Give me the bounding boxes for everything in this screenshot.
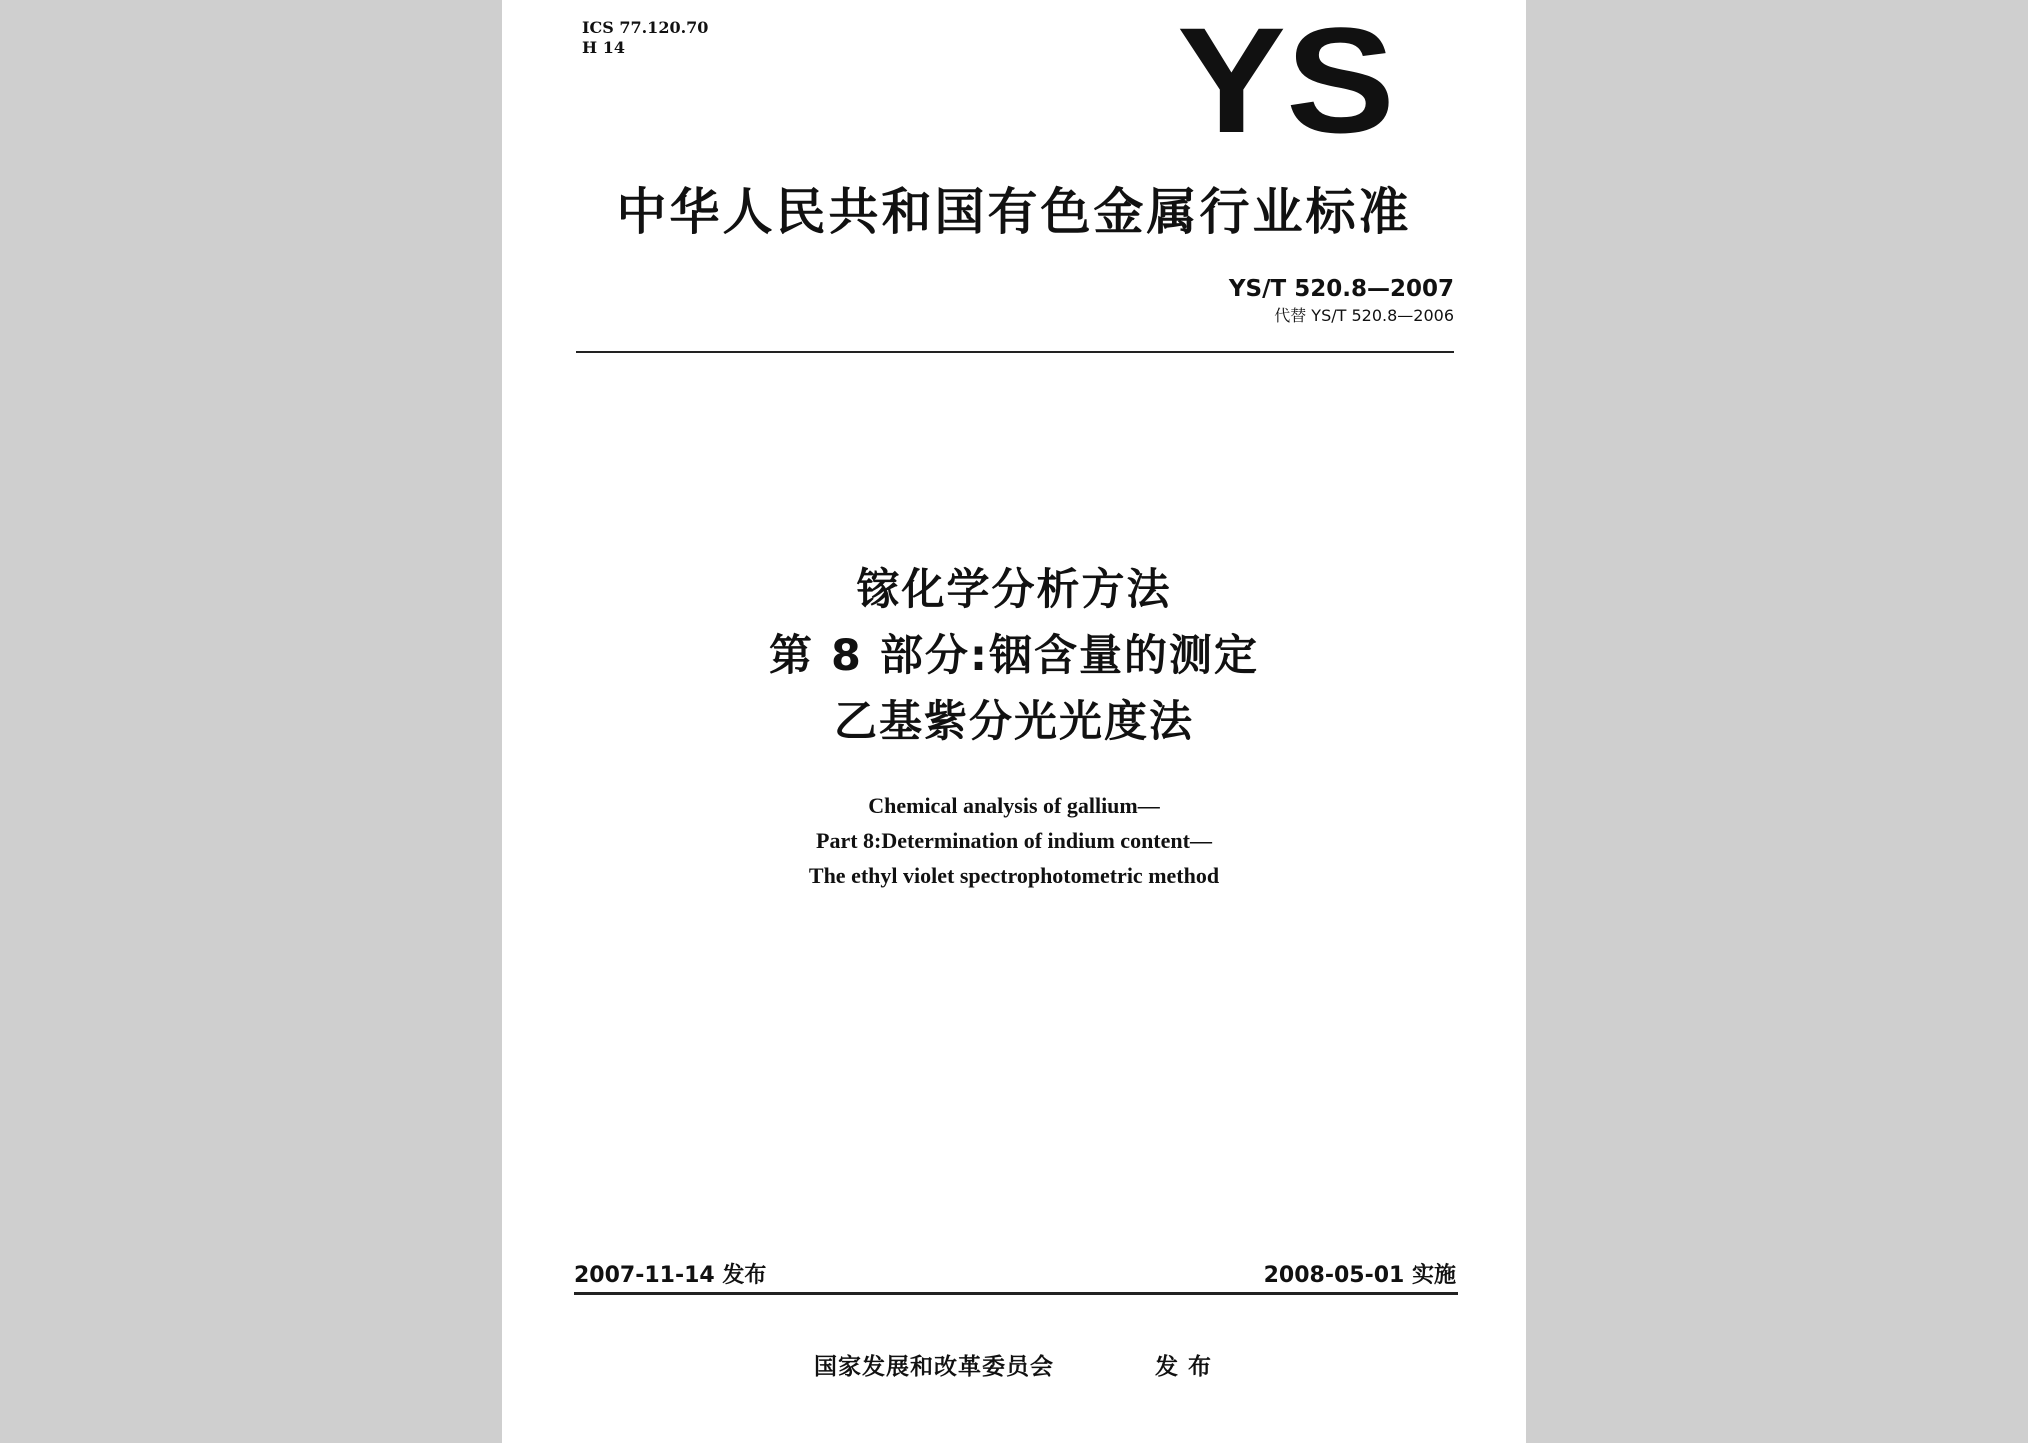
ics-code: ICS 77.120.70 xyxy=(582,18,709,37)
document-page xyxy=(502,0,1526,1443)
ys-logo xyxy=(1175,20,1397,138)
chinese-title-line: 镓化学分析方法 xyxy=(856,565,1172,615)
classification-codes xyxy=(582,18,708,58)
issue-date: 2007-11-14 发布 xyxy=(574,1263,767,1288)
chinese-title xyxy=(502,557,1526,755)
english-title-line: Chemical analysis of gallium— xyxy=(868,793,1160,818)
effective-date: 2008-05-01 实施 xyxy=(1263,1263,1456,1288)
ys-logo-text: YS xyxy=(1177,20,1395,138)
replaces-standard: 代替 YS/T 520.8—2006 xyxy=(1274,306,1454,325)
standard-number: YS/T 520.8—2007 xyxy=(1228,276,1454,302)
issuer: 国家发展和改革委员会 xyxy=(814,1354,1054,1380)
chinese-title-line: 第 8 部分:铟含量的测定 xyxy=(768,631,1260,681)
org-title: 中华人民共和国有色金属行业标准 xyxy=(616,183,1412,241)
ccs-code: H 14 xyxy=(582,38,625,57)
english-title-line: Part 8:Determination of indium content— xyxy=(816,828,1212,853)
english-title xyxy=(502,788,1526,893)
footer-rule xyxy=(574,1292,1458,1295)
issuer-action: 发 布 xyxy=(1155,1354,1213,1380)
chinese-title-line: 乙基紫分光光度法 xyxy=(834,697,1194,747)
english-title-line: The ethyl violet spectrophotometric method xyxy=(808,863,1220,888)
header-rule xyxy=(576,351,1454,353)
